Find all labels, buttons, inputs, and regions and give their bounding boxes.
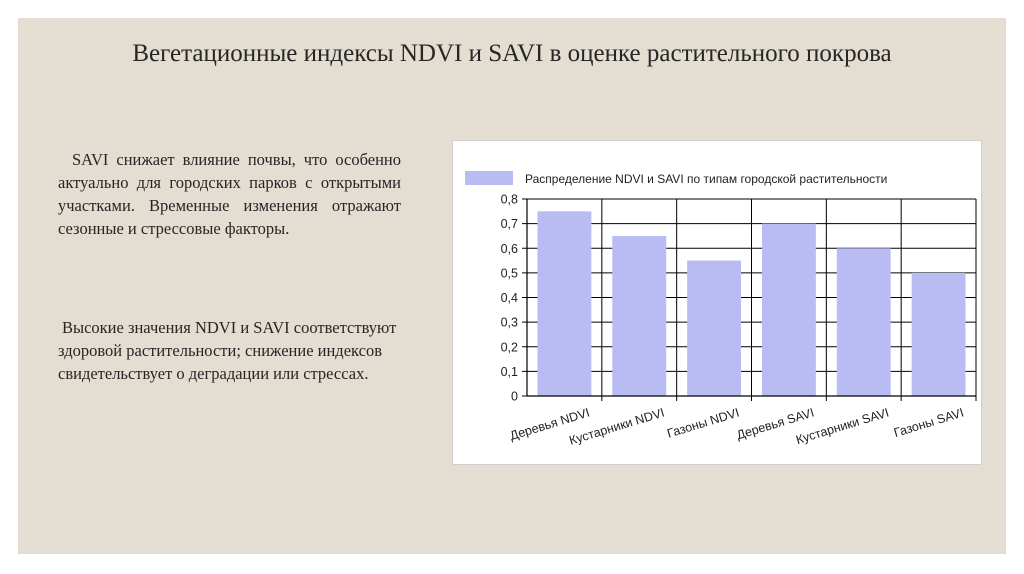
bar-chart [452, 140, 982, 465]
ytick-label: 0,8 [500, 192, 518, 207]
bar-2 [612, 236, 666, 396]
category-label: Кустарники SAVI [794, 405, 891, 448]
ytick-label: 0 [511, 389, 518, 404]
bar-4 [762, 224, 816, 396]
category-label: Деревья NDVI [508, 405, 592, 444]
legend-label: Распределение NDVI и SAVI по типам городской растительности [525, 172, 888, 186]
bar-6 [912, 273, 966, 396]
paragraph-savi: SAVI снижает влияние почвы, что особенно актуально для городских парков с открытыми участками. Временные изменения отражают сезонные и стрессовые факторы. [58, 150, 401, 238]
category-label: Деревья SAVI [734, 405, 816, 443]
bar-1 [537, 211, 591, 396]
category-label: Газоны NDVI [665, 405, 741, 441]
bar-5 [837, 248, 891, 396]
ytick-label: 0,2 [500, 340, 518, 355]
category-label: Газоны SAVI [892, 405, 966, 441]
ytick-label: 0,6 [500, 241, 518, 256]
ytick-label: 0,5 [500, 266, 518, 281]
legend-swatch [465, 171, 513, 185]
slide-title: Вегетационные индексы NDVI и SAVI в оценке растительного покрова [132, 40, 892, 67]
ytick-label: 0,7 [500, 217, 518, 232]
slide [18, 18, 1006, 554]
ytick-label: 0,4 [500, 291, 518, 305]
ytick-label: 0,3 [500, 315, 518, 330]
paragraph-ndvi-savi: Высокие значения NDVI и SAVI соответствуют здоровой растительности; снижение индексов свидетельствует о деградации или стрессах. [58, 318, 397, 383]
category-label: Кустарники NDVI [567, 405, 667, 448]
chart-canvas [453, 141, 981, 464]
ytick-label: 0,1 [500, 364, 518, 379]
bar-3 [687, 261, 741, 396]
